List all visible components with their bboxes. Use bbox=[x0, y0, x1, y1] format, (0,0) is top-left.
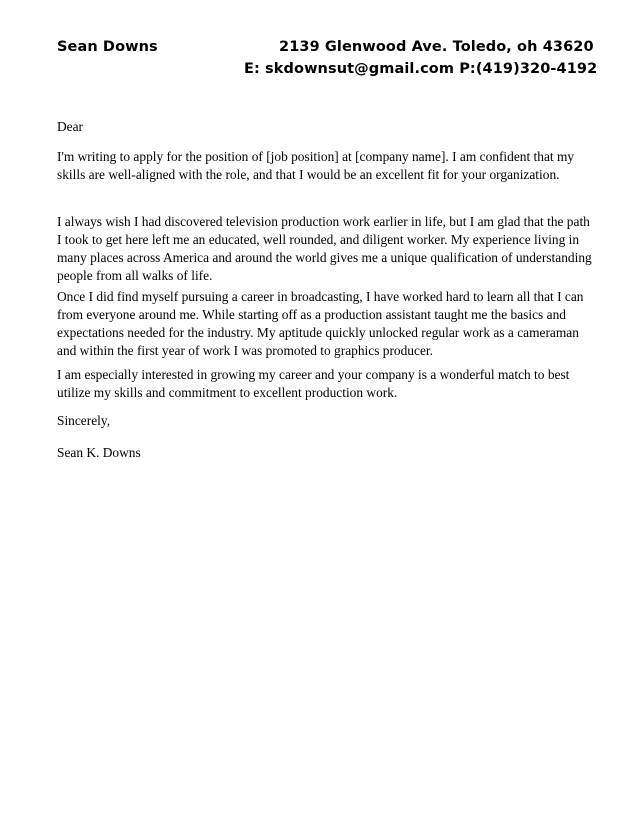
sender-name: Sean Downs bbox=[57, 39, 158, 55]
sender-address: 2139 Glenwood Ave. Toledo, oh 43620 bbox=[279, 39, 594, 55]
signature: Sean K. Downs bbox=[57, 445, 141, 460]
paragraph-interest: I am especially interested in growing my career and your company is a wonderful match to best utilize my skills and commitment to excellent production work. bbox=[57, 367, 570, 400]
paragraph-experience: Once I did find myself pursuing a career in broadcasting, I have worked hard to learn all that I can from everyone around me. While starting off as a production assistant taught me the basics and expectations needed for the industry. My aptitude quickly unlocked regular work as a cameraman and within the first year of work I was promoted to graphics producer. bbox=[57, 289, 584, 358]
sender-contact: E: skdownsut@gmail.com P:(419)320-4192 bbox=[244, 61, 598, 77]
closing: Sincerely, bbox=[57, 413, 111, 428]
salutation: Dear bbox=[57, 119, 84, 134]
paragraph-intro: I'm writing to apply for the position of [job position] at [company name]. I am confident that my skills are well-aligned with the role, and that I would be an excellent fit for your organization. bbox=[57, 149, 575, 182]
paragraph-background: I always wish I had discovered television production work earlier in life, but I am glad that the path I took to get here left me an educated, well rounded, and diligent worker. My experience living in many places across America and around the world gives me a unique qualification of understanding people from all walks of life. bbox=[57, 214, 592, 283]
